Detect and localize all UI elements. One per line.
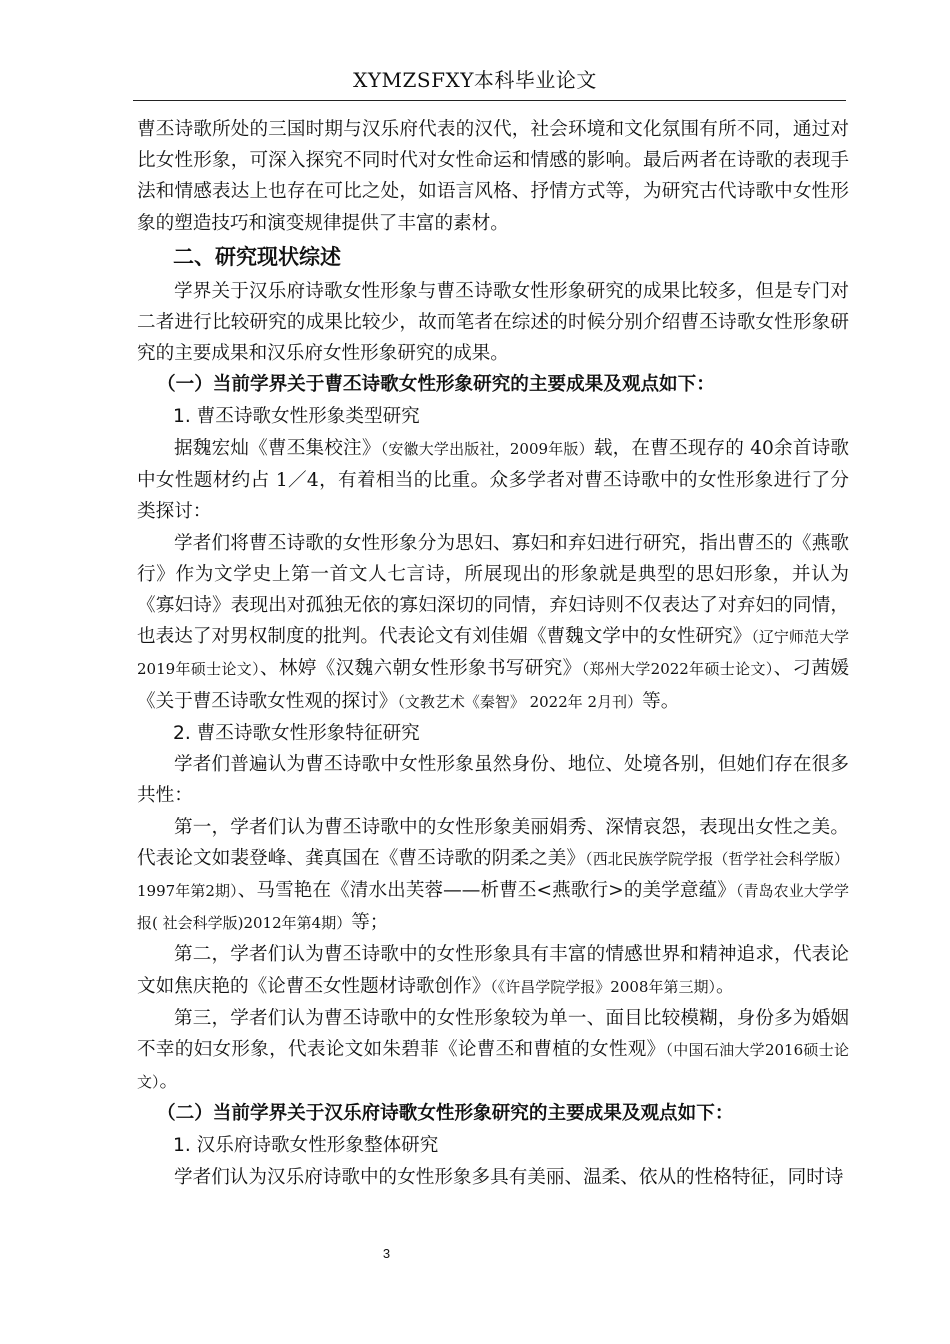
text-run: 第二，学者们认为曹丕诗歌中的女性形象具有丰富的情感世界和精神追求，代表论文如焦庆艳的《论曹丕女性题材诗歌创作》 bbox=[137, 944, 849, 997]
citation-note: （郑州大学2022年硕士论文） bbox=[581, 660, 774, 679]
text-run: 、马雪艳在《清水出芙蓉——析曹丕<燕歌行>的美学意蕴》 bbox=[237, 880, 736, 902]
citation-note: （辽宁师范大学2019年硕士论文） bbox=[137, 628, 849, 679]
paragraph-second-point bbox=[137, 939, 849, 1002]
text-run: 、刁茜媛《关于曹丕诗歌女性观的探讨》 bbox=[137, 658, 849, 712]
text-run: 。 bbox=[159, 1071, 179, 1093]
text-run: 等。 bbox=[642, 690, 680, 712]
paragraph-overview: 学界关于汉乐府诗歌女性形象与曹丕诗歌女性形象研究的成果比较多，但是专门对二者进行比较研究的成果比较少，故而笔者在综述的时候分别介绍曹丕诗歌女性形象研究的主要成果和汉乐府女性形象研究的成果。 bbox=[137, 280, 849, 365]
section-heading: 二、研究现状综述 bbox=[173, 244, 341, 269]
citation-note: （西北民族学院学报（哲学社会科学版） 1997年第2期） bbox=[137, 849, 849, 901]
text-run: 据魏宏灿《曹丕集校注》 bbox=[174, 437, 381, 459]
subsection-heading-1: （一）当前学界关于曹丕诗歌女性形象研究的主要成果及观点如下： bbox=[157, 374, 715, 396]
text-run: 第三，学者们认为曹丕诗歌中的女性形象较为单一、面目比较模糊，身份多为婚姻不幸的妇女形象，代表论文如朱碧菲《论曹丕和曹植的女性观》 bbox=[137, 1007, 849, 1061]
text-run: 载，在曹丕现存的 40余首诗歌中女性题材约占 1／4，有着相当的比重。众多学者对曹丕诗歌中的女性形象进行了分类探讨： bbox=[137, 437, 849, 523]
paragraph-types bbox=[137, 433, 849, 528]
text-run: 第一，学者们认为曹丕诗歌中的女性形象美丽娟秀、深情哀怨，表现出女性之美。代表论文如裴登峰、龚真国在《曹丕诗歌的阴柔之美》 bbox=[137, 816, 849, 869]
citation-note: （文教艺术《秦智》 2022年 2月刊） bbox=[397, 692, 643, 711]
paragraph-continued: 曹丕诗歌所处的三国时期与汉乐府代表的汉代，社会环境和文化氛围有所不同，通过对比女性形象，可深入探究不同时代对女性命运和情感的影响。最后两者在诗歌的表现手法和情感表达上也存在可比之处，如语言风格、抒情方式等，为研究古代诗歌中女性形象的塑造技巧和演变规律提供了丰富的素材。 bbox=[137, 119, 849, 234]
running-header: XYMZSFXY本科毕业论文 bbox=[353, 68, 597, 92]
citation-note: （中国石油大学2016硕士论文） bbox=[137, 1041, 849, 1092]
subsection-heading-2: （二）当前学界关于汉乐府诗歌女性形象研究的主要成果及观点如下： bbox=[157, 1103, 734, 1125]
subsubsection-heading-3: 1. 汉乐府诗歌女性形象整体研究 bbox=[173, 1135, 439, 1157]
text-run: 学者们将曹丕诗歌的女性形象分为思妇、寡妇和弃妇进行研究，指出曹丕的《燕歌行》作为文学史上第一首文人七言诗，所展现出的形象就是典型的思妇形象，并认为《寡妇诗》表现出对孤独无依的寡妇深切的同情，弃妇诗则不仅表达了对弃妇的同情，也表达了对男权制度的批判。代表论文有刘佳媚《曹魏文学中的女性研究》 bbox=[137, 532, 849, 648]
document-body bbox=[137, 114, 849, 1193]
page-number: 3 bbox=[382, 1246, 391, 1261]
paragraph-third-point bbox=[137, 1003, 849, 1099]
text-run: 等； bbox=[351, 912, 389, 934]
paragraph-first-point bbox=[137, 812, 849, 940]
text-run: 。 bbox=[715, 975, 735, 997]
paragraph-yuefu-overall: 学者们认为汉乐府诗歌中的女性形象多具有美丽、温柔、依从的性格特征，同时诗 bbox=[174, 1166, 844, 1188]
header-rule bbox=[133, 100, 846, 101]
paragraph-commonality: 学者们普遍认为曹丕诗歌中女性形象虽然身份、地位、处境各别，但她们存在很多共性： bbox=[137, 754, 849, 807]
text-run: 、林婷《汉魏六朝女性形象书写研究》 bbox=[259, 658, 582, 680]
paragraph-classification bbox=[137, 528, 849, 718]
subsubsection-heading-1: 1. 曹丕诗歌女性形象类型研究 bbox=[173, 406, 420, 428]
citation-note: （青岛农业大学学报( 社会科学版)2012年第4期） bbox=[137, 882, 849, 933]
subsubsection-heading-2: 2. 曹丕诗歌女性形象特征研究 bbox=[173, 722, 420, 744]
citation-note: （《许昌学院学报》2008年第三期） bbox=[490, 977, 716, 996]
citation-note: （安徽大学出版社，2009年版） bbox=[380, 439, 594, 458]
